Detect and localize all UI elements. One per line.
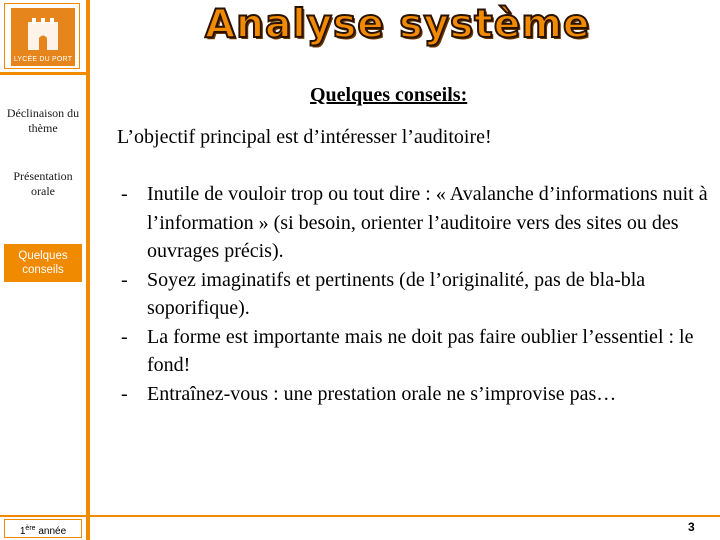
tip-text: Inutile de vouloir trop ou tout dire : « Avalanche d’informations nuit à l’information » (si besoin, orienter l’auditoire vers des sites ou des ouvrages précis). (147, 183, 708, 262)
sidebar-item-presentation[interactable]: Présentation orale (13, 169, 73, 198)
tip-text: Entraînez-vous : une prestation orale ne s’improvise pas… (147, 382, 617, 405)
tip-text: La forme est importante mais ne doit pas faire oublier l’essentiel : le fond! (147, 325, 694, 376)
footer-divider (0, 515, 720, 517)
bullet-dash: - (121, 183, 128, 205)
list-item (117, 380, 717, 409)
school-building-icon (11, 8, 75, 66)
year-label (4, 519, 82, 538)
bullet-dash: - (121, 325, 128, 348)
intro-text: L’objectif principal est d’intéresser l’auditoire! (117, 126, 492, 148)
page-number: 3 (688, 520, 695, 534)
year-suffix: ère (25, 525, 36, 532)
sidebar-item-declinaison[interactable]: Déclinaison du thème (6, 106, 80, 135)
list-item (117, 266, 717, 323)
logo-text: LYCÉE DU PORT (13, 56, 73, 63)
sidebar (0, 0, 86, 540)
page-title: Analyse système (205, 2, 591, 47)
sidebar-divider (0, 72, 88, 75)
section-subtitle: Quelques conseils: (310, 84, 468, 106)
list-item (117, 323, 717, 380)
bullet-dash: - (121, 268, 128, 291)
sidebar-item-conseils[interactable]: Quelques conseils (4, 244, 82, 282)
bullet-dash: - (121, 382, 128, 405)
tip-text: Soyez imaginatifs et pertinents (de l’originalité, pas de bla-bla soporifique). (147, 268, 646, 319)
vertical-divider (86, 0, 90, 540)
school-logo (4, 3, 80, 69)
year-number: 1 (19, 526, 26, 537)
year-word: année (35, 526, 67, 537)
list-item (117, 180, 717, 266)
tips-list (117, 180, 717, 408)
